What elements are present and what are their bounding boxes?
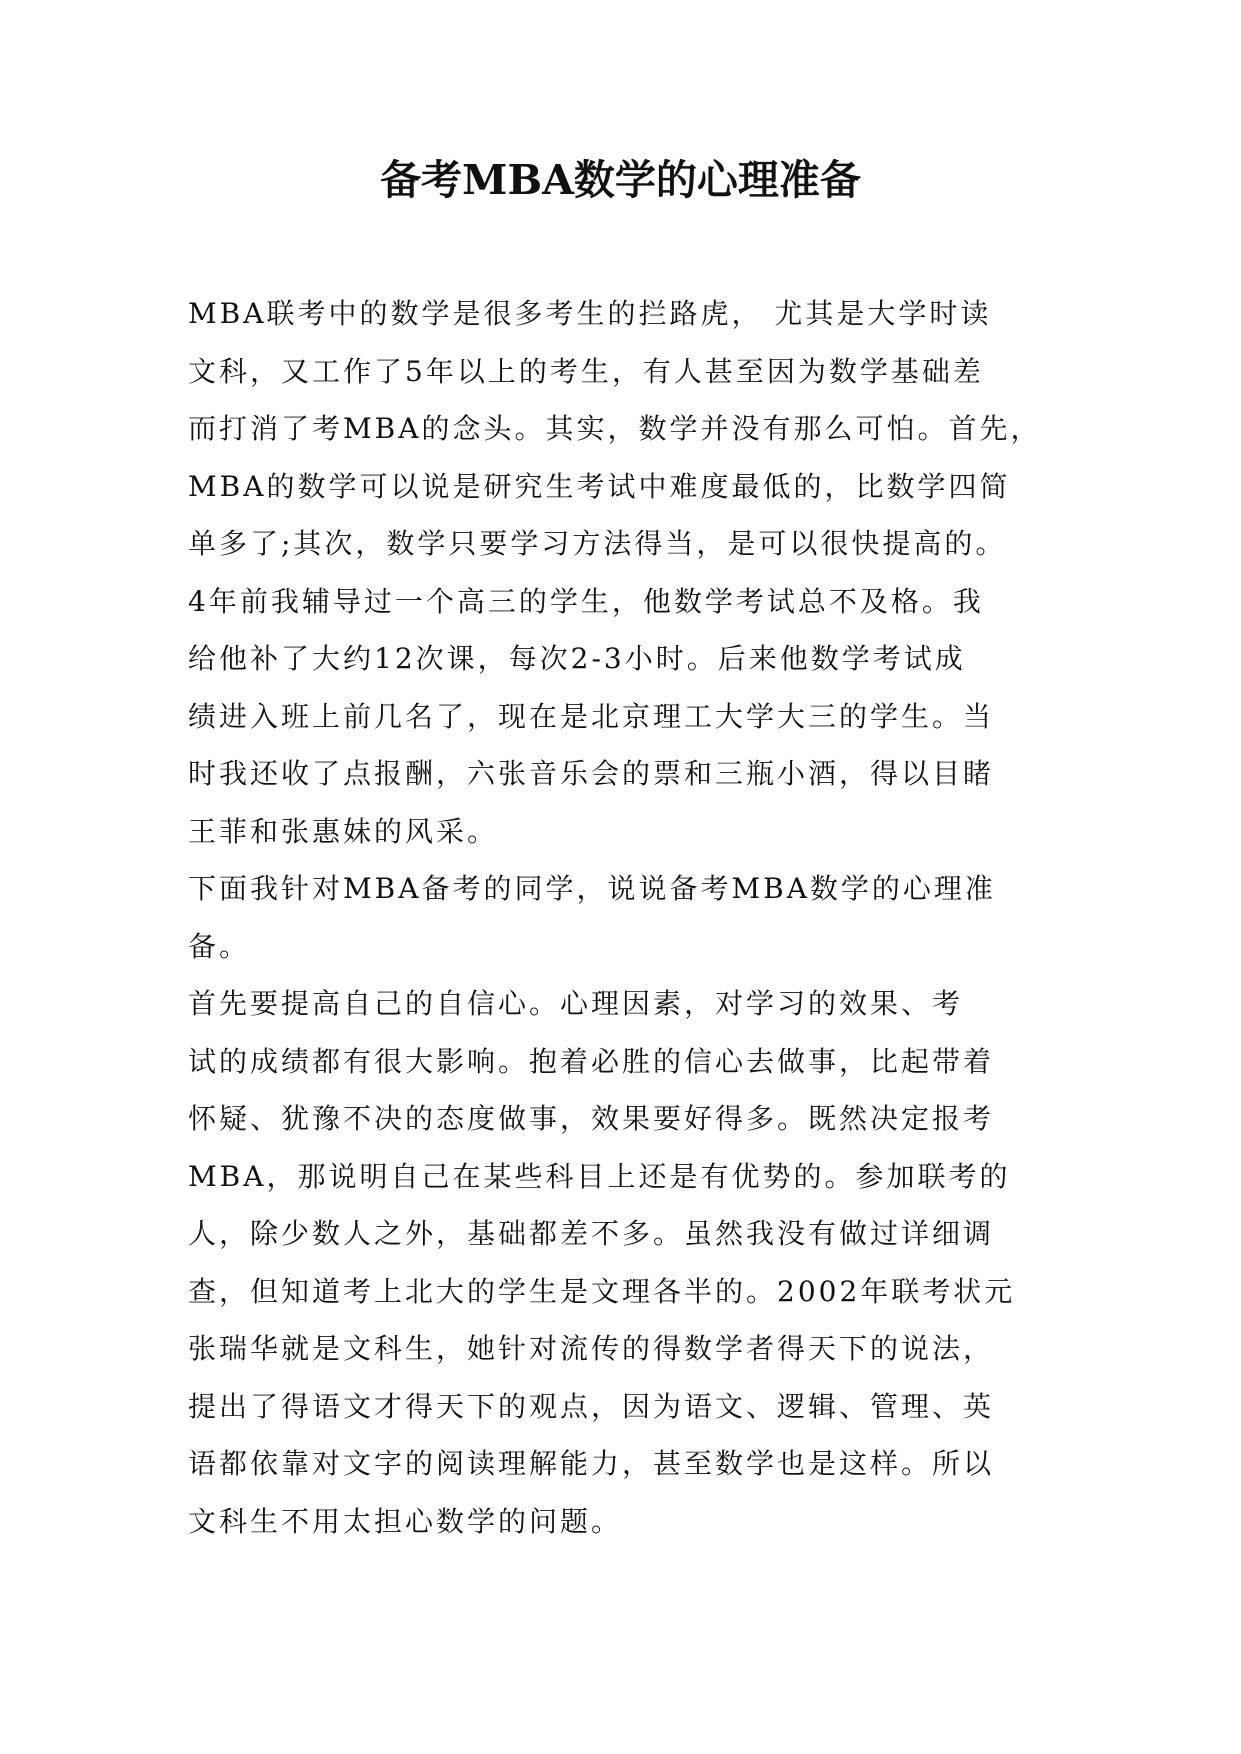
body-line: 单多了;其次，数学只要学习方法得当，是可以很快提高的。 bbox=[188, 527, 1007, 560]
body-line: 时我还收了点报酬，六张音乐会的票和三瓶小酒，得以目睹 bbox=[188, 757, 995, 790]
body-line: 4年前我辅导过一个高三的学生，他数学考试总不及格。我 bbox=[188, 584, 984, 618]
body-line: 怀疑、犹豫不决的态度做事，效果要好得多。既然决定报考 bbox=[188, 1102, 995, 1135]
body-line: 给他补了大约12次课，每次2-3小时。后来他数学考试成 bbox=[188, 642, 966, 675]
body-line: 张瑞华就是文科生，她针对流传的得数学者得天下的说法， bbox=[188, 1332, 995, 1365]
document-body bbox=[188, 285, 1088, 1550]
document-title: 备考MBA数学的心理准备 bbox=[380, 156, 861, 204]
body-line: 而打消了考MBA的念头。其实，数学并没有那么可怕。首先， bbox=[188, 412, 1042, 445]
body-line: 下面我针对MBA备考的同学，说说备考MBA数学的心理准 bbox=[188, 872, 996, 905]
body-line: MBA，那说明自己在某些科目上还是有优势的。参加联考的 bbox=[188, 1159, 1011, 1193]
body-line: 王菲和张惠妹的风采。 bbox=[188, 814, 499, 848]
body-line: 绩进入班上前几名了，现在是北京理工大学大三的学生。当 bbox=[188, 699, 995, 733]
body-line: 查，但知道考上北大的学生是文理各半的。2002年联考状元 bbox=[188, 1274, 1016, 1308]
body-line: MBA的数学可以说是研究生考试中难度最低的，比数学四简 bbox=[188, 469, 1011, 503]
body-line: 首先要提高自己的自信心。心理因素，对学习的效果、考 bbox=[188, 987, 964, 1020]
body-line: 文科生不用太担心数学的问题。 bbox=[188, 1504, 623, 1538]
body-line: 人，除少数人之外，基础都差不多。虽然我没有做过详细调 bbox=[188, 1217, 995, 1250]
body-line: 语都依靠对文字的阅读理解能力，甚至数学也是这样。所以 bbox=[188, 1447, 995, 1480]
body-line: 提出了得语文才得天下的观点，因为语文、逻辑、管理、英 bbox=[188, 1389, 995, 1423]
body-line: 文科，又工作了5年以上的考生，有人甚至因为数学基础差 bbox=[188, 354, 984, 388]
body-line: 备。 bbox=[188, 929, 251, 963]
body-line: MBA联考中的数学是很多考生的拦路虎， 尤其是大学时读 bbox=[188, 297, 992, 330]
body-line: 试的成绩都有很大影响。抱着必胜的信心去做事，比起带着 bbox=[188, 1044, 995, 1078]
